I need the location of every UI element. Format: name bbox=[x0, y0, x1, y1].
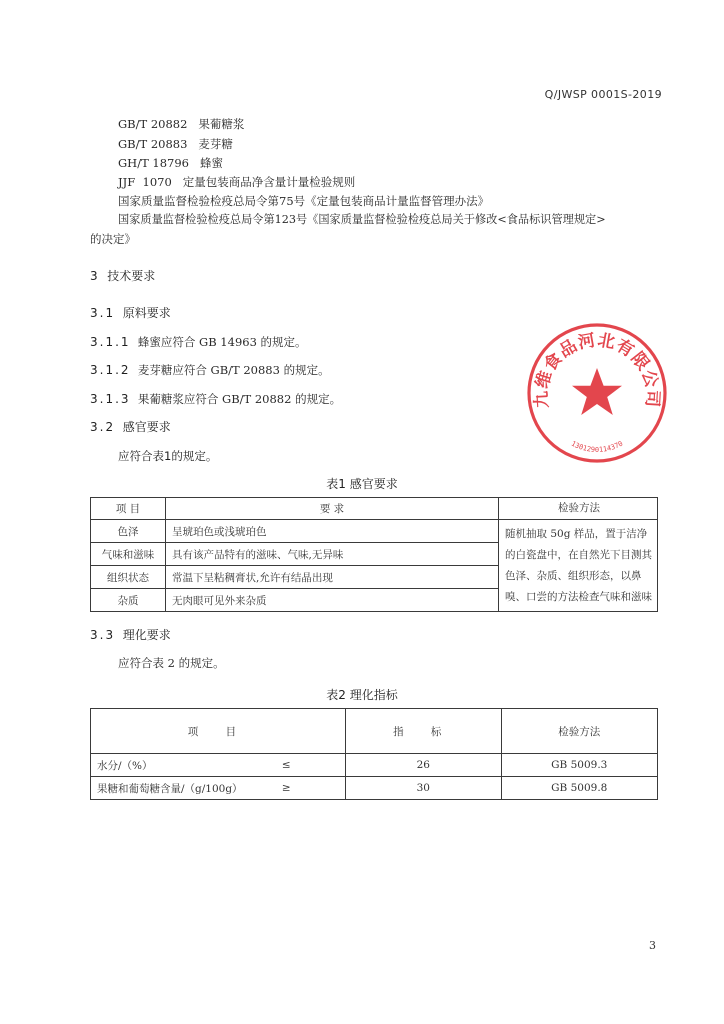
row-item: 色泽 bbox=[91, 520, 166, 543]
method-cell: 随机抽取 50g 样品，置于洁净的白瓷盘中，在自然光下目测其色泽、杂质、组织形态，以鼻嗅、口尝的方法检查气味和滋味 bbox=[499, 520, 658, 612]
ref-title: 果葡糖浆 bbox=[198, 117, 245, 131]
ref-line-4 bbox=[118, 175, 355, 189]
row-value: 30 bbox=[345, 777, 501, 800]
row-item: 水分/（%） bbox=[91, 754, 276, 777]
ref-line-2 bbox=[118, 137, 233, 151]
ref-code: GB/T 20883 bbox=[118, 137, 188, 151]
reg-line-2: 国家质量监督检验检疫总局令第123号《国家质量监督检验检疫总局关于修改<食品标识管理规定> bbox=[118, 213, 606, 226]
ref-line-1 bbox=[118, 117, 244, 131]
clause-number: 3.1.3 bbox=[90, 392, 131, 406]
row-requirement: 具有该产品特有的滋味、气味,无异味 bbox=[166, 543, 499, 566]
company-seal bbox=[522, 318, 672, 468]
reg-line-3: 的决定》 bbox=[90, 232, 136, 246]
ref-code: JJF 1070 bbox=[118, 175, 172, 189]
seal-code-text: 1301290114370 bbox=[569, 439, 625, 454]
clause-text: 蜂蜜应符合 GB 14963 的规定。 bbox=[137, 335, 307, 349]
table-header-row bbox=[91, 498, 658, 520]
section-number: 3 bbox=[90, 269, 100, 283]
header-item: 项 目 bbox=[91, 498, 166, 520]
section-3-3-heading bbox=[90, 628, 171, 642]
header-method: 检验方法 bbox=[501, 709, 657, 754]
section-title: 技术要求 bbox=[107, 269, 156, 283]
table2-caption: 表2 理化指标 bbox=[326, 688, 398, 702]
section-number: 3.3 bbox=[90, 628, 116, 642]
row-item: 果糖和葡萄糖含量/（g/100g） bbox=[91, 777, 276, 800]
row-requirement: 呈琥珀色或浅琥珀色 bbox=[166, 520, 499, 543]
section-title: 理化要求 bbox=[122, 628, 171, 642]
row-method: GB 5009.3 bbox=[501, 754, 657, 777]
section-title: 感官要求 bbox=[122, 420, 171, 434]
clause-number: 3.1.2 bbox=[90, 363, 131, 377]
ref-line-3 bbox=[118, 156, 223, 170]
section-number: 3.1 bbox=[90, 306, 116, 320]
section-3-heading bbox=[90, 269, 155, 283]
section-3-2-note: 应符合表1的规定。 bbox=[118, 449, 218, 463]
table-row bbox=[91, 754, 658, 777]
row-method: GB 5009.8 bbox=[501, 777, 657, 800]
header-requirement: 要 求 bbox=[166, 498, 499, 520]
ref-code: GB/T 20882 bbox=[118, 117, 188, 131]
section-3-3-note: 应符合表 2 的规定。 bbox=[118, 656, 225, 670]
table-row bbox=[91, 777, 658, 800]
row-item: 气味和滋味 bbox=[91, 543, 166, 566]
seal-star-icon bbox=[572, 368, 622, 415]
section-3-1-heading bbox=[90, 306, 171, 320]
row-operator: ≥ bbox=[276, 777, 346, 800]
clause-text: 果葡糖浆应符合 GB/T 20882 的规定。 bbox=[137, 392, 342, 406]
section-3-2-heading bbox=[90, 420, 171, 434]
row-item: 杂质 bbox=[91, 589, 166, 612]
seal-ring-text: 九维食品河北有限公司 bbox=[531, 330, 663, 409]
ref-title: 定量包装商品净含量计量检验规则 bbox=[182, 175, 356, 189]
reg-line-1: 国家质量监督检验检疫总局令第75号《定量包装商品计量监督管理办法》 bbox=[118, 194, 490, 208]
header-method: 检验方法 bbox=[499, 498, 658, 520]
document-code: Q/JWSP 0001S-2019 bbox=[544, 88, 662, 101]
table-row bbox=[91, 520, 658, 543]
header-item: 项 目 bbox=[91, 709, 346, 754]
clause-number: 3.1.1 bbox=[90, 335, 131, 349]
section-title: 原料要求 bbox=[122, 306, 171, 320]
ref-code: GH/T 18796 bbox=[118, 156, 189, 170]
row-requirement: 常温下呈粘稠膏状,允许有结晶出现 bbox=[166, 566, 499, 589]
header-index: 指 标 bbox=[345, 709, 501, 754]
row-value: 26 bbox=[345, 754, 501, 777]
sensory-requirements-table bbox=[90, 497, 658, 612]
row-operator: ≤ bbox=[276, 754, 346, 777]
ref-title: 蜂蜜 bbox=[199, 156, 223, 170]
ref-title: 麦芽糖 bbox=[198, 137, 233, 151]
table1-caption: 表1 感官要求 bbox=[326, 477, 398, 491]
clause-3-1-1 bbox=[90, 335, 307, 349]
page-number: 3 bbox=[649, 939, 656, 952]
clause-text: 麦芽糖应符合 GB/T 20883 的规定。 bbox=[137, 363, 330, 377]
physicochemical-index-table bbox=[90, 708, 658, 800]
section-number: 3.2 bbox=[90, 420, 116, 434]
clause-3-1-3 bbox=[90, 392, 341, 406]
row-item: 组织状态 bbox=[91, 566, 166, 589]
row-requirement: 无肉眼可见外来杂质 bbox=[166, 589, 499, 612]
table-header-row bbox=[91, 709, 658, 754]
clause-3-1-2 bbox=[90, 363, 330, 377]
